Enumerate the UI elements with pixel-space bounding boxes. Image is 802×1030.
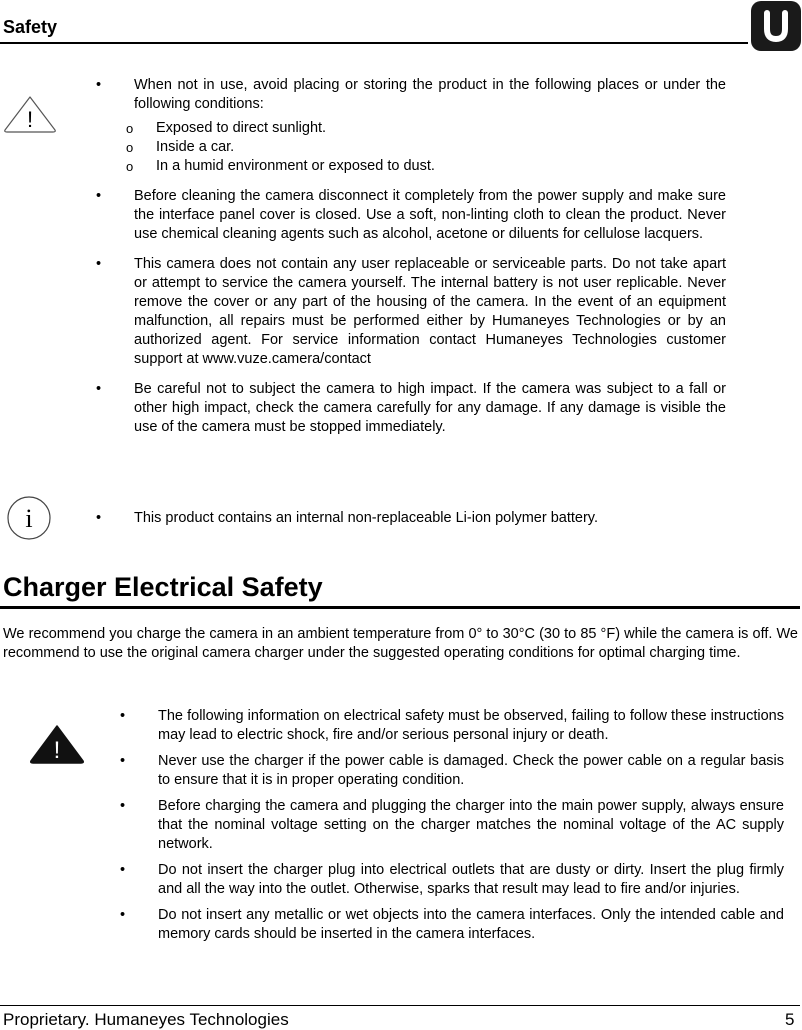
header-divider [0, 42, 748, 44]
info-note-list [96, 509, 726, 528]
bullet-marker: • [120, 862, 126, 878]
sub-bullet-marker: o [126, 140, 134, 155]
list-item [120, 861, 784, 899]
sub-list-item-text: In a humid environment or exposed to dust. [156, 158, 435, 174]
bullet-marker: • [96, 77, 102, 93]
info-note-text: This product contains an internal non-replaceable Li-ion polymer battery. [134, 510, 598, 526]
section-title: Charger Electrical Safety [3, 572, 323, 602]
list-item-text: Be careful not to subject the camera to high impact. If the camera was subject to a fall or other high impact, check the camera carefully for any damage. If any damage is visible the use of the camera must be stopped immediately. [134, 381, 726, 435]
bullet-marker: • [96, 510, 102, 526]
sub-list-item [126, 119, 726, 138]
sub-list-item-text: Inside a car. [156, 139, 235, 155]
list-item-text: Never use the charger if the power cable is damaged. Check the power cable on a regular basis to ensure that it is in proper operating condition. [158, 753, 784, 788]
electrical-safety-list [120, 707, 784, 951]
page-number: 5 [785, 1010, 795, 1029]
sub-list-item [126, 157, 726, 176]
bullet-marker: • [120, 798, 126, 814]
bullet-marker: • [96, 256, 102, 272]
list-item [120, 752, 784, 790]
list-item [96, 76, 726, 176]
safety-bullet-list [96, 76, 726, 448]
list-item-text: Do not insert any metallic or wet objects into the camera interfaces. Only the intended cable and memory cards should be inserted in the camera interfaces. [158, 907, 784, 942]
bullet-marker: • [120, 753, 126, 769]
sub-bullet-marker: o [126, 121, 134, 136]
list-item [96, 509, 726, 528]
page-section-header: Safety [3, 17, 58, 37]
bullet-marker: • [120, 907, 126, 923]
list-item [96, 187, 726, 244]
sub-list-item-text: Exposed to direct sunlight. [156, 120, 327, 136]
bullet-marker: • [96, 381, 102, 397]
info-circle-icon [6, 495, 52, 541]
sub-list-item [126, 138, 726, 157]
warning-triangle-outline-icon [3, 94, 57, 134]
list-item-text: When not in use, avoid placing or storing the product in the following places or under the following conditions: [134, 77, 726, 112]
section-divider [0, 606, 800, 609]
list-item [120, 797, 784, 854]
list-item-text: Before cleaning the camera disconnect it completely from the power supply and make sure the interface panel cover is closed. Use a soft, non-linting cloth to clean the product. Never use chemical cleaning agents such as alcohol, acetone or diluents for cellulose lacquers. [134, 188, 726, 242]
list-item [120, 707, 784, 745]
list-item [96, 380, 726, 437]
svg-text:i: i [25, 504, 33, 533]
footer-text: Proprietary. Humaneyes Technologies [3, 1010, 289, 1029]
vuze-logo-icon [750, 0, 802, 52]
list-item-text: The following information on electrical safety must be observed, failing to follow these instructions may lead to electric shock, fire and/or serious personal injury or death. [158, 708, 784, 743]
svg-text:!: ! [53, 737, 61, 764]
list-item-text: Do not insert the charger plug into electrical outlets that are dusty or dirty. Insert the plug firmly and all the way into the outlet. Otherwise, sparks that result may lead to fire and/or injuries. [158, 862, 784, 897]
list-item-text: Before charging the camera and plugging the charger into the main power supply, always ensure that the nominal voltage setting on the charger matches the nominal voltage of the AC supply network. [158, 798, 784, 852]
bullet-marker: • [120, 708, 126, 724]
sub-bullet-marker: o [126, 159, 134, 174]
svg-text:!: ! [26, 107, 34, 132]
list-item [120, 906, 784, 944]
list-item-text: This camera does not contain any user replaceable or serviceable parts. Do not take apart or attempt to service the camera yourself. The internal battery is not user replicable. Never remove the cover or any part of the housing of the camera. In the event of an equipment malfunction, all repairs must be performed either by Humaneyes Technologies or by an authorized agent. For service information contact Humaneyes Technologies customer support at www.vuze.camera/contact [134, 256, 726, 367]
bullet-marker: • [96, 188, 102, 204]
section-intro-paragraph: We recommend you charge the camera in an ambient temperature from 0° to 30°C (30 to 85 °F) while the camera is off. We recommend to use the original camera charger under the suggested operating conditions for optimal charging time. [3, 626, 798, 661]
footer-divider [0, 1005, 800, 1006]
list-item [96, 255, 726, 369]
warning-triangle-filled-icon [29, 724, 85, 764]
